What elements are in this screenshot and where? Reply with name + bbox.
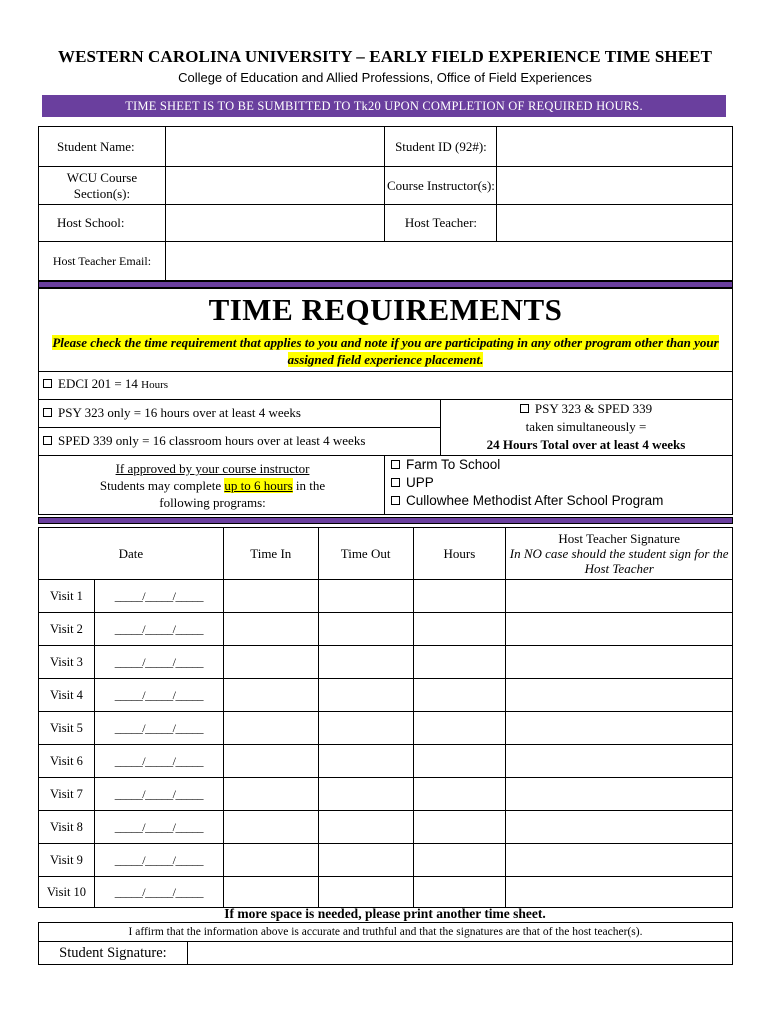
date-header: Date	[39, 528, 224, 580]
visit-signature-field[interactable]	[506, 613, 733, 646]
visit-row	[39, 811, 733, 844]
visit-signature-field[interactable]	[506, 712, 733, 745]
visit-label: Visit 2	[39, 613, 95, 646]
visit-signature-field[interactable]	[506, 877, 733, 908]
divider-line	[38, 371, 733, 372]
course-instructor-field[interactable]	[497, 167, 733, 205]
signature-header	[506, 528, 733, 580]
option-edci-label: EDCI 201 = 14	[58, 376, 138, 391]
page-title: WESTERN CAROLINA UNIVERSITY – EARLY FIELD EXPERIENCE TIME SHEET	[57, 47, 713, 66]
visit-time-out-field[interactable]	[318, 745, 413, 778]
visit-label: Visit 1	[39, 580, 95, 613]
option-psy-323[interactable]	[43, 405, 301, 421]
visit-row	[39, 712, 733, 745]
visit-label: Visit 9	[39, 844, 95, 877]
visit-row	[39, 778, 733, 811]
visit-label: Visit 10	[39, 877, 95, 908]
student-name-label: Student Name:	[39, 127, 166, 167]
visit-time-out-field[interactable]	[318, 877, 413, 908]
visit-label: Visit 7	[39, 778, 95, 811]
student-signature-field[interactable]	[187, 942, 732, 965]
visit-signature-field[interactable]	[506, 844, 733, 877]
section-divider-bottom	[38, 517, 733, 524]
student-signature-label: Student Signature:	[39, 942, 188, 965]
visit-date-field[interactable]: _____/_____/_____	[94, 580, 223, 613]
checkbox-icon[interactable]	[43, 379, 52, 388]
visit-time-in-field[interactable]	[223, 778, 318, 811]
host-teacher-email-field[interactable]	[165, 242, 732, 281]
course-instructor-label: Course Instructor(s):	[385, 167, 497, 205]
visit-label: Visit 4	[39, 679, 95, 712]
visit-date-field[interactable]: _____/_____/_____	[94, 778, 223, 811]
more-space-note: If more space is needed, please print another time sheet.	[224, 906, 546, 921]
visit-date-field[interactable]: _____/_____/_____	[94, 679, 223, 712]
visit-time-out-field[interactable]	[318, 778, 413, 811]
visit-row	[39, 580, 733, 613]
visit-row	[39, 745, 733, 778]
visit-hours-field[interactable]	[413, 745, 506, 778]
approved-line-3: following programs:	[159, 495, 266, 510]
combo-line-2: taken simultaneously =	[525, 419, 647, 434]
visit-time-in-field[interactable]	[223, 613, 318, 646]
visit-hours-field[interactable]	[413, 646, 506, 679]
host-school-field[interactable]	[165, 205, 385, 242]
student-signature-table	[38, 941, 733, 965]
host-teacher-field[interactable]	[497, 205, 733, 242]
visit-hours-field[interactable]	[413, 613, 506, 646]
visit-signature-field[interactable]	[506, 778, 733, 811]
approved-programs-note	[40, 460, 385, 511]
course-section-label: WCU Course Section(s):	[39, 167, 166, 205]
visit-time-in-field[interactable]	[223, 679, 318, 712]
submission-banner: TIME SHEET IS TO BE SUMBITTED TO Tk20 UPON COMPLETION OF REQUIRED HOURS.	[42, 95, 726, 117]
approved-highlight: up to 6 hours	[224, 478, 293, 493]
visit-hours-field[interactable]	[413, 712, 506, 745]
option-psy-sped-combo[interactable]	[440, 400, 732, 454]
visit-label: Visit 3	[39, 646, 95, 679]
option-sped-339[interactable]	[43, 433, 365, 449]
visit-time-in-field[interactable]	[223, 877, 318, 908]
checkbox-icon[interactable]	[391, 460, 400, 469]
student-info-table	[38, 126, 733, 281]
host-school-label: Host School:	[39, 205, 166, 242]
visit-signature-field[interactable]	[506, 811, 733, 844]
program-label: Farm To School	[406, 457, 501, 472]
visit-hours-field[interactable]	[413, 844, 506, 877]
program-upp[interactable]	[391, 475, 434, 490]
signature-header-title: Host Teacher Signature	[558, 531, 680, 546]
time-out-header: Time Out	[318, 528, 413, 580]
visit-time-out-field[interactable]	[318, 646, 413, 679]
visit-date-field[interactable]: _____/_____/_____	[94, 745, 223, 778]
visit-row	[39, 646, 733, 679]
student-name-field[interactable]	[165, 127, 385, 167]
visit-time-in-field[interactable]	[223, 580, 318, 613]
visit-row	[39, 613, 733, 646]
visit-signature-field[interactable]	[506, 646, 733, 679]
visit-row	[39, 679, 733, 712]
visit-time-in-field[interactable]	[223, 646, 318, 679]
visit-signature-field[interactable]	[506, 580, 733, 613]
visit-date-field[interactable]: _____/_____/_____	[94, 811, 223, 844]
visit-time-in-field[interactable]	[223, 745, 318, 778]
option-edci-unit: Hours	[141, 379, 169, 391]
section-divider-top	[38, 281, 733, 288]
visits-table	[38, 527, 733, 908]
student-id-field[interactable]	[497, 127, 733, 167]
page-subtitle: College of Education and Allied Professions, Office of Field Experiences	[178, 70, 592, 85]
visit-hours-field[interactable]	[413, 778, 506, 811]
visit-signature-field[interactable]	[506, 679, 733, 712]
combo-line-3: 24 Hours Total over at least 4 weeks	[486, 437, 686, 452]
visit-signature-field[interactable]	[506, 745, 733, 778]
visit-time-out-field[interactable]	[318, 712, 413, 745]
visit-time-out-field[interactable]	[318, 679, 413, 712]
host-teacher-label: Host Teacher:	[385, 205, 497, 242]
checkbox-icon[interactable]	[391, 478, 400, 487]
hours-header: Hours	[413, 528, 506, 580]
visit-row	[39, 844, 733, 877]
visit-date-field[interactable]: _____/_____/_____	[94, 646, 223, 679]
visit-time-in-field[interactable]	[223, 844, 318, 877]
visit-label: Visit 8	[39, 811, 95, 844]
divider-line	[38, 427, 440, 428]
approved-line-2b: in the	[295, 478, 326, 493]
visit-date-field[interactable]: _____/_____/_____	[94, 844, 223, 877]
approved-line-1: If approved by your course instructor	[115, 461, 310, 476]
option-edci-201[interactable]	[43, 376, 168, 392]
visit-hours-field[interactable]	[413, 877, 506, 908]
visit-date-field[interactable]: _____/_____/_____	[94, 877, 223, 908]
time-in-header: Time In	[223, 528, 318, 580]
visit-row	[39, 877, 733, 908]
combo-line-1: PSY 323 & SPED 339	[534, 401, 653, 416]
visit-time-out-field[interactable]	[318, 844, 413, 877]
checkbox-icon[interactable]	[391, 496, 400, 505]
program-label: UPP	[406, 475, 434, 490]
visit-time-out-field[interactable]	[318, 811, 413, 844]
signature-header-note: In NO case should the student sign for the Host Teacher	[509, 546, 729, 576]
visit-time-out-field[interactable]	[318, 580, 413, 613]
program-label: Cullowhee Methodist After School Program	[406, 493, 664, 508]
visit-hours-field[interactable]	[413, 580, 506, 613]
affirmation: I affirm that the information above is accurate and truthful and that the signatures are that of the host teacher(s).	[38, 922, 733, 942]
option-sped-label: SPED 339 only = 16 classroom hours over at least 4 weeks	[58, 433, 366, 448]
program-cullowhee-methodist[interactable]	[391, 493, 663, 508]
visit-time-out-field[interactable]	[318, 613, 413, 646]
approved-line-2a: Students may complete	[99, 478, 222, 493]
checkbox-icon[interactable]	[43, 408, 52, 417]
visit-hours-field[interactable]	[413, 811, 506, 844]
divider-line	[38, 455, 733, 456]
visit-label: Visit 5	[39, 712, 95, 745]
visit-date-field[interactable]: _____/_____/_____	[94, 712, 223, 745]
time-requirements-note-text: Please check the time requirement that applies to you and note if you are participating in any other program other than your assigned field experience placement.	[52, 335, 719, 367]
visit-time-in-field[interactable]	[223, 811, 318, 844]
visit-hours-field[interactable]	[413, 679, 506, 712]
visit-label: Visit 6	[39, 745, 95, 778]
visit-date-field[interactable]: _____/_____/_____	[94, 613, 223, 646]
course-section-field[interactable]	[165, 167, 385, 205]
checkbox-icon[interactable]	[520, 404, 529, 413]
host-teacher-email-label: Host Teacher Email:	[39, 242, 166, 281]
program-farm-to-school[interactable]	[391, 457, 500, 472]
time-requirements-note	[38, 334, 733, 368]
option-psy-label: PSY 323 only = 16 hours over at least 4 weeks	[58, 405, 301, 420]
time-requirements-heading: TIME REQUIREMENTS	[208, 292, 563, 327]
student-id-label: Student ID (92#):	[385, 127, 497, 167]
checkbox-icon[interactable]	[43, 436, 52, 445]
visit-time-in-field[interactable]	[223, 712, 318, 745]
